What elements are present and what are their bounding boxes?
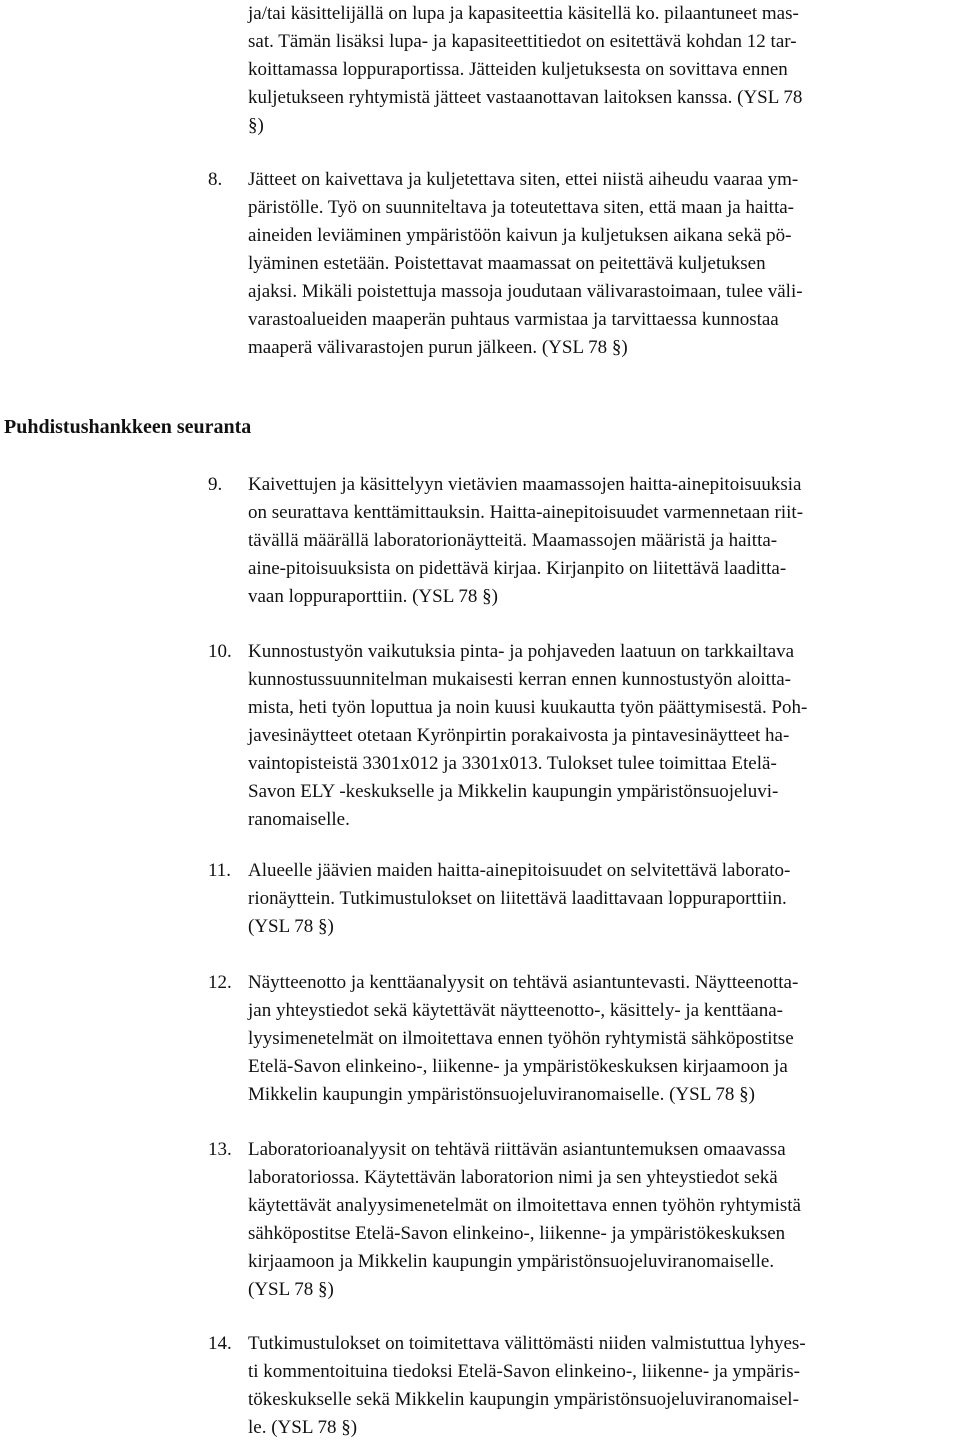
text-line: Kaivettujen ja käsittelyyn vietävien maamassojen haitta-ainepitoisuuksia xyxy=(248,474,802,495)
text-line: vaan loppuraporttiin. (YSL 78 §) xyxy=(248,586,498,607)
text-line: kunnostussuunnitelman mukaisesti kerran ennen kunnostustyön aloitta- xyxy=(248,669,792,690)
text-line: vaintopisteistä 3301x012 ja 3301x013. Tulokset tulee toimittaa Etelä- xyxy=(248,753,777,774)
text-line: ti kommentoituina tiedoksi Etelä-Savon elinkeino-, liikenne- ja ympäris- xyxy=(248,1361,800,1382)
item-number-14: 14. xyxy=(208,1333,232,1354)
text-line: aine-pitoisuuksista on pidettävä kirjaa. Kirjanpito on liitettävä laaditta- xyxy=(248,558,787,579)
text-line: (YSL 78 §) xyxy=(248,1279,334,1300)
item-number-11: 11. xyxy=(208,860,232,881)
text-line: on seurattava kenttämittauksin. Haitta-ainepitoisuudet varmennetaan riit- xyxy=(248,502,804,523)
paragraph-item-13 xyxy=(248,1136,943,1304)
text-line: Alueelle jäävien maiden haitta-ainepitoisuudet on selvitettävä laborato- xyxy=(248,860,791,881)
text-line: Kunnostustyön vaikutuksia pinta- ja pohjaveden laatuun on tarkkailtava xyxy=(248,641,795,662)
text-line: varastoalueiden maaperän puhtaus varmistaa ja tarvittaessa kunnostaa xyxy=(248,309,779,330)
text-line: le. (YSL 78 §) xyxy=(248,1417,358,1438)
text-line: laboratoriossa. Käytettävän laboratorion nimi ja sen yhteystiedot sekä xyxy=(248,1167,778,1188)
text-line: Etelä-Savon elinkeino-, liikenne- ja ympäristökeskuksen kirjaamoon ja xyxy=(248,1056,788,1077)
text-line: kirjaamoon ja Mikkelin kaupungin ympäristönsuojeluviranomaiselle. xyxy=(248,1251,775,1272)
paragraph-item-12 xyxy=(248,969,943,1109)
text-line: (YSL 78 §) xyxy=(248,916,334,937)
paragraph-item-11 xyxy=(248,857,943,941)
text-line: mista, heti työn loputtua ja noin kuusi kuukautta työn päättymisestä. Poh- xyxy=(248,697,808,718)
paragraph-item-10 xyxy=(248,638,943,834)
text-line: koittamassa loppuraportissa. Jätteiden kuljetuksesta on sovittava ennen xyxy=(248,59,788,80)
item-number-12: 12. xyxy=(208,972,232,993)
text-line: lyysimenetelmät on ilmoitettava ennen työhön ryhtymistä sähköpostitse xyxy=(248,1028,794,1049)
text-line: ranomaiselle. xyxy=(248,809,350,830)
text-line: kuljetukseen ryhtymistä jätteet vastaanottavan laitoksen kanssa. (YSL 78 xyxy=(248,87,803,108)
text-line: Tutkimustulokset on toimitettava välittömästi niiden valmistuttua lyhyes- xyxy=(248,1333,806,1354)
text-line: Näytteenotto ja kenttäanalyysit on tehtävä asiantuntevasti. Näytteenotta- xyxy=(248,972,799,993)
item-number-8: 8. xyxy=(208,169,223,190)
paragraph-item-9 xyxy=(248,471,943,611)
text-line: §) xyxy=(248,115,264,136)
paragraph-item-8 xyxy=(248,166,943,362)
item-number-10: 10. xyxy=(208,641,232,662)
text-line: aineiden leviäminen ympäristöön kaivun ja kuljetuksen aikana sekä pö- xyxy=(248,225,792,246)
paragraph-item-14 xyxy=(248,1330,943,1442)
text-line: sat. Tämän lisäksi lupa- ja kapasiteettitiedot on esitettävä kohdan 12 tar- xyxy=(248,31,797,52)
text-line: sähköpostitse Etelä-Savon elinkeino-, liikenne- ja ympäristökeskuksen xyxy=(248,1223,786,1244)
text-line: lyäminen estetään. Poistettavat maamassat on peitettävä kuljetuksen xyxy=(248,253,766,274)
text-line: ja/tai käsittelijällä on lupa ja kapasiteettia käsitellä ko. pilaantuneet mas- xyxy=(248,3,799,24)
text-line: käytettävät analyysimenetelmät on ilmoitettava ennen työhön ryhtymistä xyxy=(248,1195,801,1216)
text-line: maaperä välivarastojen purun jälkeen. (YSL 78 §) xyxy=(248,337,628,358)
text-line: Jätteet on kaivettava ja kuljetettava siten, ettei niistä aiheudu vaaraa ym- xyxy=(248,169,799,190)
item-number-9: 9. xyxy=(208,474,223,495)
text-line: rionäyttein. Tutkimustulokset on liitettävä laadittavaan loppuraporttiin. xyxy=(248,888,787,909)
text-line: jan yhteystiedot sekä käytettävät näytteenotto-, käsittely- ja kenttäana- xyxy=(248,1000,783,1021)
paragraph-item-7-continuation xyxy=(248,0,943,140)
section-heading: Puhdistushankkeen seuranta xyxy=(4,416,252,438)
text-line: Savon ELY -keskukselle ja Mikkelin kaupungin ympäristönsuojeluvi- xyxy=(248,781,779,802)
text-line: javesinäytteet otetaan Kyrönpirtin porakaivosta ja pintavesinäytteet ha- xyxy=(248,725,790,746)
text-line: Laboratorioanalyysit on tehtävä riittävän asiantuntemuksen omaavassa xyxy=(248,1139,786,1160)
text-line: tävällä määrällä laboratorionäytteitä. Maamassojen määristä ja haitta- xyxy=(248,530,778,551)
item-number-13: 13. xyxy=(208,1139,232,1160)
text-line: Mikkelin kaupungin ympäristönsuojeluviranomaiselle. (YSL 78 §) xyxy=(248,1084,755,1105)
text-line: tökeskukselle sekä Mikkelin kaupungin ympäristönsuojeluviranomaisel- xyxy=(248,1389,799,1410)
text-line: ajaksi. Mikäli poistettuja massoja joudutaan välivarastoimaan, tulee väli- xyxy=(248,281,803,302)
text-line: päristölle. Työ on suunniteltava ja toteutettava siten, että maan ja haitta- xyxy=(248,197,794,218)
